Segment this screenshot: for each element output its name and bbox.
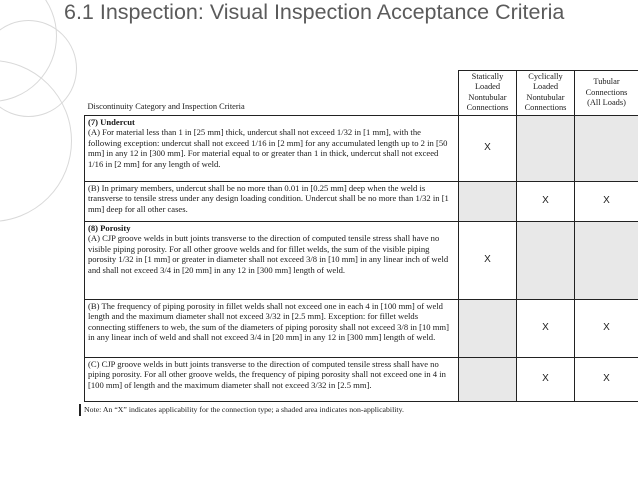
criteria-text: (C) CJP groove welds in butt joints transverse to the direction of computed tensile stress shall have no piping porosity. For all other groove welds, the frequency of piping porosity shall not exceed one in 4 in [100 mm] of length and the maximum diameter shall not exceed 3/32 in [2.5 mm]. (88, 358, 446, 390)
criteria-text: (B) The frequency of piping porosity in fillet welds shall not exceed one in each 4 in [100 mm] of weld length and the maximum diameter shall not exceed 3/32 in [2.5 mm]. Exception: for fillet welds connecting stiffeners to web, the sum of the diameters of piping porosity shall not exceed 3/8 in [10 mm] in any linear inch of weld and shall not exceed 3/4 in [20 mm] in any 12 in [300 mm] length of weld. (88, 300, 449, 343)
criteria-text: (A) For material less than 1 in [25 mm] thick, undercut shall not exceed 1/32 in [1 mm], with the following exception: undercut shall not exceed 1/16 in [2 mm] for any accumulated length up to 2 in [50 mm] in any 12 in [300 mm]. For material equal to or greater than 1 in thick, undercut shall not exceed 1/16 in [2 mm] for any length of weld. (88, 127, 448, 169)
criteria-cell (85, 357, 459, 401)
table-header-row (85, 71, 638, 116)
category-title: (7) Undercut (88, 116, 135, 127)
slide-title: 6.1 Inspection: Visual Inspection Acceptance Criteria (64, 0, 565, 24)
table-row (85, 115, 638, 181)
category-title: (8) Porosity (88, 222, 131, 233)
statically-mark (459, 299, 517, 357)
statically-mark (459, 357, 517, 401)
category-column-header: Discontinuity Category and Inspection Criteria (85, 71, 459, 116)
cyclically-mark (517, 221, 575, 299)
table-row (85, 299, 638, 357)
criteria-cell (85, 181, 459, 221)
statically-loaded-column-header: Statically Loaded Nontubular Connections (459, 71, 517, 116)
tubular-mark: X (575, 357, 638, 401)
tubular-mark: X (575, 181, 638, 221)
cyclically-mark (517, 115, 575, 181)
statically-mark (459, 181, 517, 221)
criteria-cell (85, 221, 459, 299)
acceptance-criteria-table (84, 70, 638, 402)
table-row (85, 181, 638, 221)
criteria-cell (85, 115, 459, 181)
table-row (85, 357, 638, 401)
table-note: Note: An “X” indicates applicability for the connection type; a shaded area indicates non-applicability. (84, 404, 404, 414)
acceptance-criteria-table-container (84, 70, 638, 414)
cyclically-loaded-column-header: Cyclically Loaded Nontubular Connections (517, 71, 575, 116)
table-row (85, 221, 638, 299)
decorative-circle (0, 20, 77, 117)
tubular-mark (575, 221, 638, 299)
cyclically-mark: X (517, 299, 575, 357)
decorative-circle (0, 0, 57, 102)
criteria-text: (A) CJP groove welds in butt joints transverse to the direction of computed tensile stress shall have no visible piping porosity. For all other groove welds and for fillet welds, the sum of the visible piping porosity 1/32 in [1 mm] or greater in diameter shall not exceed 3/8 in [10 mm] in any linear inch of weld and shall not exceed 3/4 in [20 mm] in any 12 in [300 mm] length of weld. (88, 233, 449, 275)
criteria-text: (B) In primary members, undercut shall be no more than 0.01 in [0.25 mm] deep when the weld is transverse to tensile stress under any design loading condition. Undercut shall be no more than 1/32 in [1 mm] deep for all other cases. (88, 182, 449, 214)
decorative-circle (0, 60, 72, 222)
statically-mark: X (459, 115, 517, 181)
cyclically-mark: X (517, 181, 575, 221)
cyclically-mark: X (517, 357, 575, 401)
tubular-mark (575, 115, 638, 181)
scan-edge-mark (79, 404, 81, 416)
statically-mark: X (459, 221, 517, 299)
tubular-column-header: Tubular Connections (All Loads) (575, 71, 638, 116)
criteria-cell (85, 299, 459, 357)
tubular-mark: X (575, 299, 638, 357)
